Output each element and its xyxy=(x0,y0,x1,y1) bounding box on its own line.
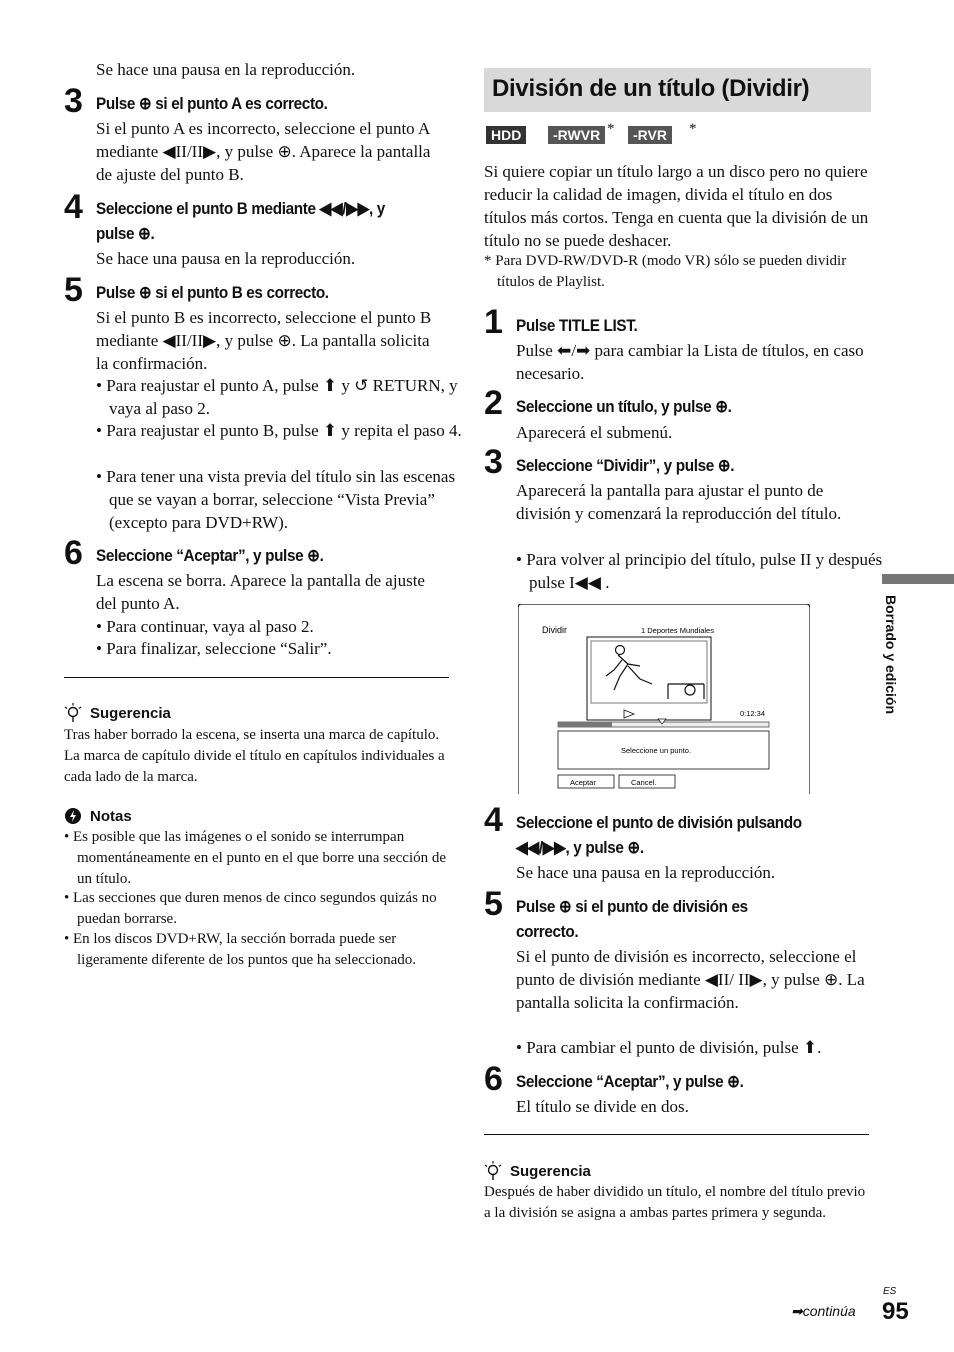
intro-text: Se hace una pausa en la reproducción. xyxy=(96,60,356,79)
step-heading: Seleccione el punto de división pulsando xyxy=(516,813,802,832)
asterisk: * xyxy=(607,121,615,137)
note-item: • Las secciones que duren menos de cinco segundos quizás no puedan borrarse. xyxy=(64,890,437,927)
step-heading: Seleccione un título, y pulse ⊕. xyxy=(516,397,732,416)
notes-icon xyxy=(64,807,82,825)
bullet-item: • Para tener una vista previa del título sin las escenas que se vayan a borrar, seleccione “Vista Previa” (excepto para DVD+RW). xyxy=(96,467,456,532)
step-heading: Seleccione “Dividir”, y pulse ⊕. xyxy=(516,456,735,475)
continua-link: ➡continúa xyxy=(791,1303,856,1319)
lightbulb-icon xyxy=(64,703,82,723)
step-body: La escena se borra. Aparece la pantalla de ajuste del punto A. xyxy=(96,571,425,613)
badge-rwvr: -RWVR xyxy=(548,126,605,144)
lightbulb-icon xyxy=(484,1161,502,1181)
bullet-item: • Para reajustar el punto B, pulse ⬆ y repita el paso 4. xyxy=(96,421,462,440)
step-number: 6 xyxy=(64,534,83,572)
step-number: 5 xyxy=(484,885,503,923)
badge-rvr: -RVR xyxy=(628,126,672,144)
dividir-screen xyxy=(518,604,810,794)
step-number: 4 xyxy=(64,188,83,226)
intro-text: Si quiere copiar un título largo a un disco pero no quiere reducir la calidad de imagen, divida el título en dos títulos más cortos. Tenga en cuenta que la división de un título no se puede deshacer. xyxy=(484,162,869,250)
step-number: 1 xyxy=(484,303,503,341)
asterisk: * xyxy=(689,121,697,137)
step-heading: Pulse TITLE LIST. xyxy=(516,316,638,335)
step-body: Aparecerá la pantalla para ajustar el punto de división y comenzará la reproducción del título. xyxy=(516,481,842,523)
step-body: Si el punto B es incorrecto, seleccione el punto B mediante ◀II/II▶, y pulse ⊕. La pantalla solicita la confirmación. xyxy=(96,308,432,373)
step-number: 2 xyxy=(484,384,503,422)
bullet-item: • Para cambiar el punto de división, pulse ⬆. xyxy=(516,1038,822,1057)
step-body: Si el punto A es incorrecto, seleccione el punto A mediante ◀II/II▶, y pulse ⊕. Aparece la pantalla de ajuste del punto B. xyxy=(96,119,431,184)
step-heading: correcto. xyxy=(516,922,579,941)
step-heading: Seleccione el punto B mediante ◀◀/▶▶, y xyxy=(96,199,385,218)
notes-title: Notas xyxy=(90,808,132,825)
step-body: Se hace una pausa en la reproducción. xyxy=(96,249,356,268)
step-body: Aparecerá el submenú. xyxy=(516,423,673,442)
step-heading: ◀◀/▶▶, y pulse ⊕. xyxy=(516,838,644,857)
note-item: • En los discos DVD+RW, la sección borrada puede ser ligeramente diferente de los puntos que ha seleccionado. xyxy=(64,931,417,968)
tip-text: Después de haber dividido un título, el nombre del título previo a la división se asigna a ambas partes primera y segunda. xyxy=(484,1184,866,1221)
cancel-label: Cancel. xyxy=(631,778,657,787)
progress-fill xyxy=(558,722,612,727)
lang-code: ES xyxy=(883,1286,897,1297)
section-title: División de un título (Dividir) xyxy=(492,75,810,102)
step-number: 4 xyxy=(484,801,503,839)
step-body: El título se divide en dos. xyxy=(516,1097,689,1116)
badge-hdd: HDD xyxy=(486,126,526,144)
tip-title: Sugerencia xyxy=(510,1163,591,1180)
bullet-item: • Para continuar, vaya al paso 2. xyxy=(96,617,314,636)
aceptar-label: Aceptar xyxy=(570,778,596,787)
tip-title: Sugerencia xyxy=(90,705,171,722)
step-number: 6 xyxy=(484,1060,503,1098)
divider xyxy=(484,1134,869,1135)
step-body: Se hace una pausa en la reproducción. xyxy=(516,863,776,882)
step-number: 5 xyxy=(64,271,83,309)
screen-title: 1 Deportes Mundiales xyxy=(641,626,714,635)
divider xyxy=(64,677,449,678)
screen-label: Dividir xyxy=(542,625,568,635)
side-tab-bar xyxy=(882,574,954,584)
step-heading: Pulse ⊕ si el punto de división es xyxy=(516,897,748,916)
screen-time: 0:12:34 xyxy=(740,709,766,718)
step-number: 3 xyxy=(64,82,83,120)
step-heading: pulse ⊕. xyxy=(96,224,155,243)
step-heading: Seleccione “Aceptar”, y pulse ⊕. xyxy=(96,546,324,565)
step-body: Pulse ⬅/➡ para cambiar la Lista de títulos, en caso necesario. xyxy=(516,341,864,383)
tip-text: Tras haber borrado la escena, se inserta una marca de capítulo. La marca de capítulo divide el título en capítulos individuales a cada lado de la marca. xyxy=(64,727,445,785)
screen-prompt: Seleccione un punto. xyxy=(621,746,692,755)
bullet-item: • Para finalizar, seleccione “Salir”. xyxy=(96,639,332,658)
note-item: • Es posible que las imágenes o el sonido se interrumpan momentáneamente en el punto en el que borre una sección de un título. xyxy=(64,829,447,887)
bullet-item: • Para volver al principio del título, pulse II y después pulse I◀◀ . xyxy=(516,550,883,592)
step-number: 3 xyxy=(484,443,503,481)
page-number: 95 xyxy=(882,1298,909,1325)
footnote: * Para DVD-RW/DVD-R (modo VR) sólo se pueden dividir títulos de Playlist. xyxy=(484,253,847,290)
step-heading: Seleccione “Aceptar”, y pulse ⊕. xyxy=(516,1072,744,1091)
side-tab-label: Borrado y edición xyxy=(883,595,899,715)
section-title-bar xyxy=(484,68,871,112)
bullet-item: • Para reajustar el punto A, pulse ⬆ y ↺ RETURN, y vaya al paso 2. xyxy=(96,376,458,418)
step-body: Si el punto de división es incorrecto, seleccione el punto de división mediante ◀II/ II▶, y pulse ⊕. La pantalla solicita la confirmación. xyxy=(516,947,865,1012)
step-heading: Pulse ⊕ si el punto B es correcto. xyxy=(96,283,329,302)
step-heading: Pulse ⊕ si el punto A es correcto. xyxy=(96,94,328,113)
